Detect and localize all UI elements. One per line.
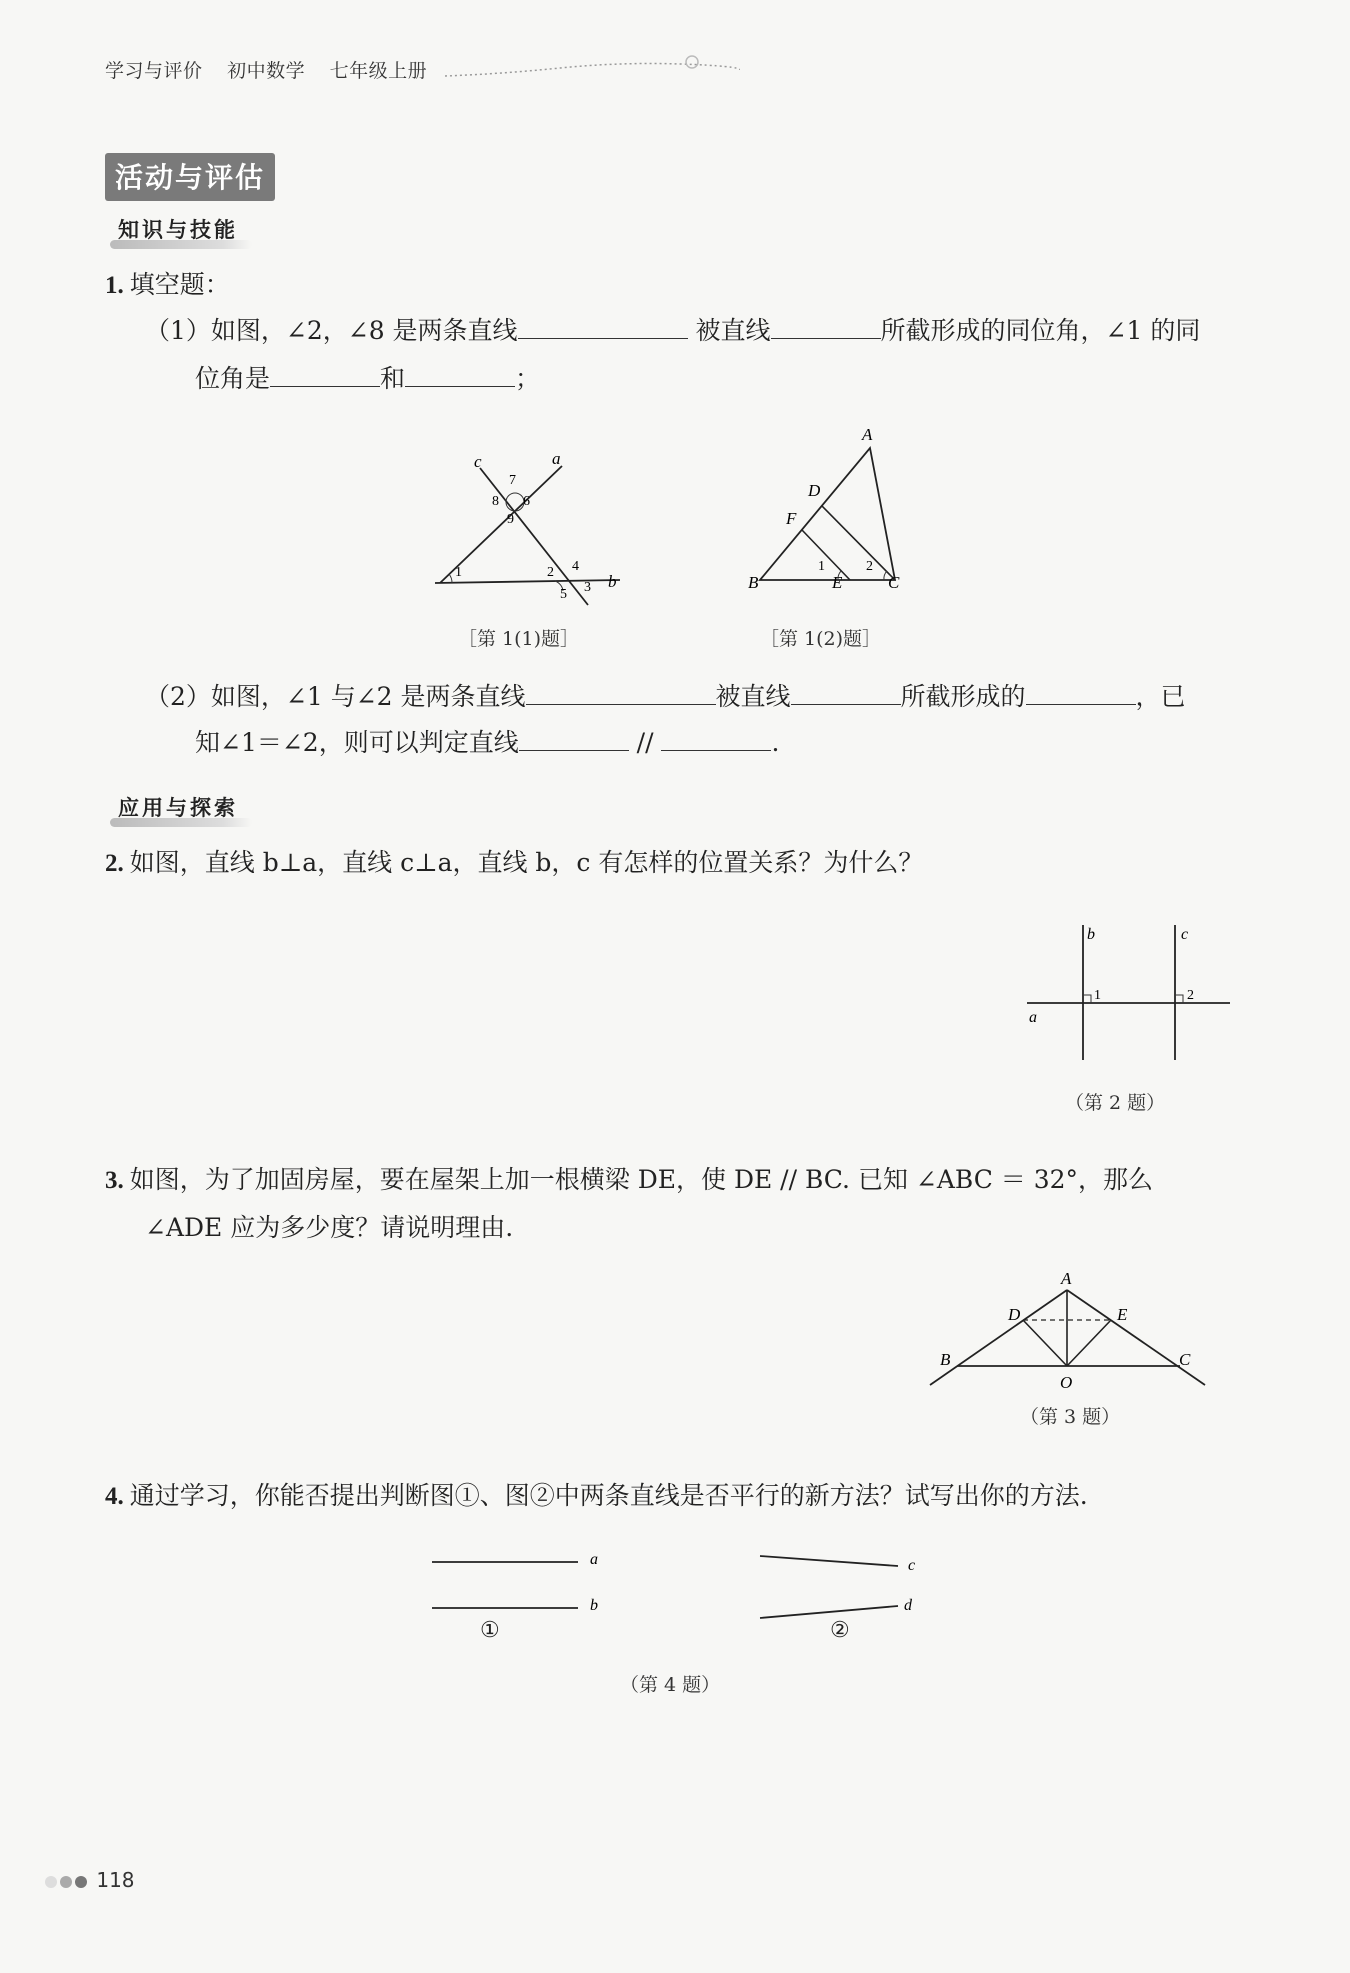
label-b: b	[590, 1597, 598, 1614]
label-c: c	[1181, 926, 1189, 943]
q1-part2-text-b: 被直线	[715, 682, 791, 711]
right-angle-1	[1083, 995, 1091, 1003]
header-grade: 七年级上册	[329, 60, 428, 82]
label-7: 7	[509, 473, 516, 488]
label-2: 2	[547, 565, 554, 580]
label-3: 3	[584, 580, 591, 595]
label-D: D	[1008, 1305, 1021, 1324]
q1-text: 填空题：	[129, 270, 230, 299]
caption-q4: （第 4 题）	[620, 1674, 721, 1696]
blank[interactable]	[518, 314, 688, 339]
label-C: C	[888, 573, 900, 592]
line-fe	[802, 530, 850, 580]
line-AC	[1067, 1290, 1205, 1385]
blank[interactable]	[270, 362, 380, 387]
q1-part1-text-c: 所截形成的同位角，∠1 的同	[880, 316, 1201, 345]
q1-part1-text-a: （1）如图，∠2，∠8 是两条直线	[145, 316, 518, 345]
caption-q1-1: ［第 1(1)题］	[458, 628, 580, 650]
label-A: A	[862, 425, 873, 444]
q1-part2-text-a: （2）如图，∠1 与∠2 是两条直线	[145, 682, 526, 711]
blank[interactable]	[405, 362, 515, 387]
q1-part1-text-e: 和	[380, 364, 406, 393]
label-9: 9	[507, 512, 514, 527]
q1-part2-text-d: ，已	[1135, 682, 1186, 711]
label-F: F	[786, 509, 797, 528]
fig4-label-1: ①	[480, 1618, 500, 1643]
header-subject: 初中数学	[227, 60, 306, 82]
section-title: 活动与评估	[105, 153, 275, 201]
q4-number: 4.	[105, 1483, 124, 1510]
label-5: 5	[560, 587, 567, 602]
q1-part2-text-g: .	[771, 728, 780, 757]
q4-stem	[105, 1477, 1255, 1516]
label-6: 6	[523, 494, 530, 509]
blank[interactable]	[519, 726, 629, 751]
q3-stem	[105, 1161, 1255, 1200]
label-a: a	[1029, 1009, 1037, 1026]
label-4: 4	[572, 559, 579, 574]
label-O: O	[1060, 1373, 1073, 1392]
label-a: a	[590, 1551, 598, 1568]
figure-q4	[420, 1540, 930, 1630]
blank[interactable]	[526, 680, 716, 705]
label-D: D	[808, 481, 821, 500]
q3-line1: 如图，为了加固房屋，要在屋架上加一根横梁 DE，使 DE // BC. 已知 ∠ABC ＝ 32°，那么	[129, 1165, 1154, 1194]
q1-part2	[145, 678, 1245, 716]
q1-part1-text-b: 被直线	[695, 316, 771, 345]
label-2: 2	[1187, 988, 1194, 1003]
line-b	[435, 580, 620, 583]
line-BA	[930, 1290, 1067, 1385]
caption-q3: （第 3 题）	[1020, 1406, 1121, 1428]
page-number: 118	[96, 1868, 135, 1892]
label-a: a	[552, 450, 561, 468]
label-B: B	[748, 573, 759, 592]
angle-mark	[506, 493, 524, 511]
figure-q1-1	[430, 450, 630, 610]
label-E: E	[832, 573, 843, 592]
q1-part2-text-e: 知∠1＝∠2，则可以判定直线	[195, 728, 519, 757]
q1-part2-cont	[195, 724, 779, 762]
label-1: 1	[1094, 988, 1101, 1003]
label-b: b	[1087, 926, 1095, 943]
line-c	[480, 468, 588, 605]
header-decoration	[440, 50, 740, 80]
q3-line2-row	[145, 1209, 513, 1247]
q2-number: 2.	[105, 850, 124, 877]
q1-part2-text-f: //	[636, 728, 654, 757]
label-c: c	[908, 1557, 916, 1574]
line-dc	[822, 506, 895, 580]
q1-part1-cont	[195, 360, 540, 398]
line-c	[760, 1556, 898, 1566]
blank[interactable]	[791, 680, 901, 705]
caption-q1-2: ［第 1(2)题］	[760, 628, 882, 650]
line-d	[760, 1606, 898, 1618]
q1-number: 1.	[105, 272, 124, 299]
label-c: c	[474, 452, 482, 471]
label-E: E	[1117, 1305, 1128, 1324]
label-1: 1	[818, 559, 825, 574]
figure-q1-2	[740, 420, 920, 600]
q3-line2: ∠ADE 应为多少度？请说明理由.	[145, 1213, 514, 1242]
running-header	[105, 56, 445, 83]
q2-text: 如图，直线 b⊥a，直线 c⊥a，直线 b，c 有怎样的位置关系？为什么？	[129, 848, 924, 877]
label-1: 1	[455, 565, 462, 580]
line-DO	[1023, 1320, 1067, 1366]
subsection-knowledge: 知识与技能	[110, 214, 252, 247]
dot-icon	[75, 1876, 87, 1888]
q3-number: 3.	[105, 1167, 124, 1194]
q2-stem	[105, 844, 923, 883]
q1-part1	[145, 312, 1245, 350]
label-2: 2	[866, 559, 873, 574]
label-8: 8	[492, 494, 499, 509]
q1-stem	[105, 266, 230, 305]
right-angle-2	[1175, 995, 1183, 1003]
label-C: C	[1179, 1350, 1191, 1369]
subsection-application: 应用与探索	[110, 792, 252, 825]
blank[interactable]	[661, 726, 771, 751]
figure-q3	[925, 1270, 1215, 1395]
q1-part2-text-c: 所截形成的	[900, 682, 1026, 711]
page-footer	[45, 1868, 135, 1892]
label-A: A	[1061, 1270, 1072, 1288]
q1-part1-text-d: 位角是	[195, 364, 271, 393]
fig4-label-2: ②	[830, 1618, 850, 1643]
header-book: 学习与评价	[105, 60, 203, 82]
line-EO	[1067, 1320, 1111, 1366]
label-d: d	[904, 1597, 912, 1614]
figure-q2	[1025, 915, 1235, 1065]
label-b: b	[608, 572, 617, 591]
dot-icon	[60, 1876, 72, 1888]
label-B: B	[940, 1350, 951, 1369]
q4-text: 通过学习，你能否提出判断图①、图②中两条直线是否平行的新方法？试写出你的方法.	[129, 1481, 1088, 1510]
q1-part1-text-f: ；	[515, 364, 541, 393]
caption-q2: （第 2 题）	[1065, 1092, 1166, 1114]
blank[interactable]	[1026, 680, 1136, 705]
blank[interactable]	[771, 314, 881, 339]
dot-icon	[45, 1876, 57, 1888]
